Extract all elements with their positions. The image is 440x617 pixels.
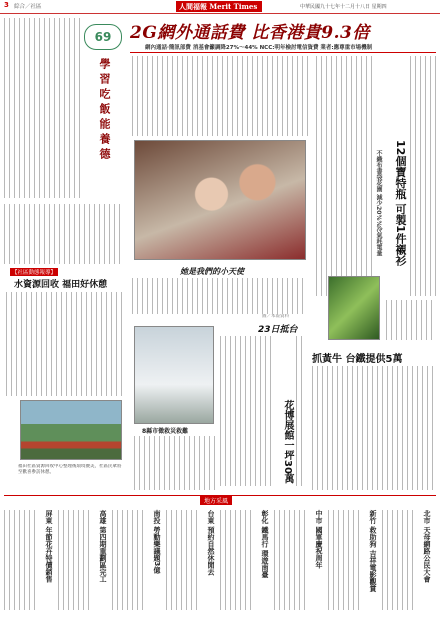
community-photo (20, 400, 122, 460)
community-photo-caption: 福田社區資源回收中心整理後環境優美，社區民眾將至歡喜參訪休憩。 (18, 464, 122, 475)
article-body (132, 56, 312, 136)
lead-headline: 2G網外通話費 比香港貴9.3倍 (130, 23, 370, 43)
left-column (4, 18, 124, 266)
bottom-headline: 中市 國軍慶祝周年 (315, 510, 323, 569)
bottom-headline: 新竹 救助狗 吉祥電影觀賞 (369, 510, 377, 592)
article-body (316, 56, 372, 296)
section-label: 綜合／社區 (14, 4, 42, 10)
bottom-headline: 台東 預約自然休閒去 (207, 510, 215, 576)
right-story-headline: 抓黃牛 台鐵提供5萬 (312, 354, 403, 365)
article-body (4, 510, 38, 610)
lead-photo (134, 140, 306, 260)
article-body (220, 336, 274, 486)
article-body (312, 366, 436, 490)
bottom-headlines (4, 506, 436, 614)
bottom-headline: 高雄 第四期重劃區完工 (99, 510, 107, 583)
photo-caption-text (132, 278, 306, 314)
article-body (166, 510, 200, 610)
box-label: 【社區動態報導】 (12, 270, 57, 276)
relief-headline: 8縣市徵救災救難 (142, 428, 189, 435)
article-body (58, 510, 92, 610)
article-body (296, 336, 306, 486)
label-23: 23日抵台 (258, 325, 298, 335)
bottom-headline: 屏東 年節花卉特價銷售 (45, 510, 53, 583)
bottom-headline: 彰化 鐵馬行 環遊南臺 (261, 510, 269, 578)
article-body (220, 510, 254, 610)
masthead-logo: 人間福報 Merit Times (176, 1, 262, 12)
lead-photo-caption: 她是我們的小天使 (180, 266, 244, 276)
lead-subhead: 網內通話‧簡訊部費 消基會籲調降27%～44% NCC:明年檢討電信資費 業者:應尊重市場機制 (145, 45, 373, 51)
expo-headline: 花博展館一坪30萬 (282, 400, 293, 484)
photo-credit: 圖／本報資料 (262, 314, 289, 319)
feature-title: 學習吃飯能養德 (98, 58, 111, 163)
article-body (4, 204, 122, 264)
building-photo (134, 326, 214, 424)
article-body (112, 510, 146, 610)
page-header (0, 0, 440, 14)
article-body (6, 292, 124, 396)
issue-date: 中華民國九十七年十二月十八日 星期四 (300, 4, 387, 10)
green-wall-photo (328, 276, 380, 340)
divider (130, 52, 436, 53)
article-body (134, 436, 218, 490)
right-subhead: 不織布書袋花園 減少20%%冷氣耗電量 (375, 150, 382, 257)
bottom-headline: 南投 勞動樂議題3億 (153, 510, 161, 574)
article-body (4, 18, 80, 198)
article-body (382, 510, 416, 610)
article-body (274, 510, 308, 610)
bottom-section-label: 地方采風 (200, 496, 232, 505)
community-box (4, 268, 124, 290)
community-headline: 水資源回收 福田好休憩 (14, 280, 108, 290)
article-body (410, 56, 436, 296)
article-body (386, 300, 436, 340)
bottom-headline: 北市 天母網路公民大會 (423, 510, 431, 583)
right-headline: 12個寶特瓶 可製1件襯衫 (394, 140, 407, 266)
article-body (328, 510, 362, 610)
series-badge: 69 (84, 24, 122, 50)
page-number: 3 (4, 1, 9, 9)
